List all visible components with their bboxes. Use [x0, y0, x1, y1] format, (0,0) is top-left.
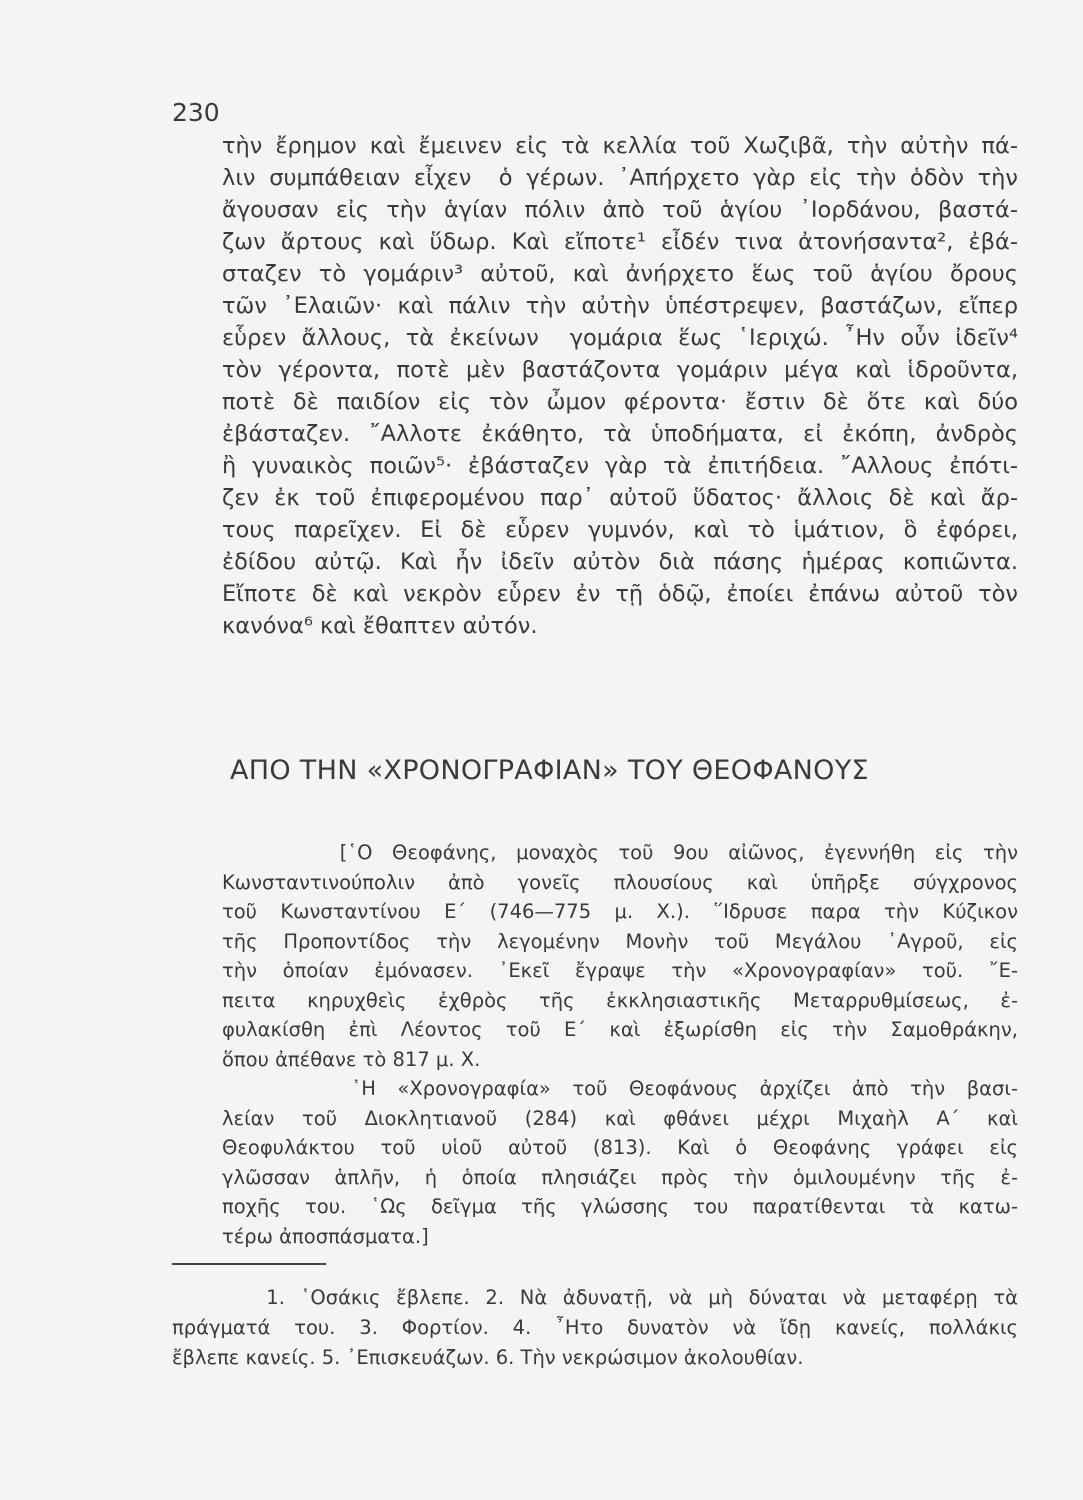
text-line: σταζεν τὸ γομάριν³ αὐτοῦ, καὶ ἀνήρχετο ἕως τοῦ ἁγίου ὄρους: [222, 261, 1018, 287]
text-line: λιν συμπάθειαν εἶχεν ὁ γέρων. ᾿Απήρχετο γὰρ εἰς τὴν ὁδὸν τὴν: [222, 165, 1018, 191]
footnote-divider: [172, 1263, 326, 1265]
footnote-line: ἔβλεπε κανείς. 5. ᾿Επισκευάζων. 6. Τὴν νεκρώσιμον ἀκολουθίαν.: [172, 1346, 804, 1369]
text-line: ἄγουσαν εἰς τὴν ἁγίαν πόλιν ἀπὸ τοῦ ἁγίου ᾿Ιορδάνου, βαστά-: [222, 197, 1018, 223]
text-line: τὴν ἔρημον καὶ ἔμεινεν εἰς τὰ κελλία τοῦ Χωζιβᾶ, τὴν αὐτὴν πά-: [222, 133, 1018, 159]
footnote-line: πράγματά του. 3. Φορτίον. 4. ῏Ητο δυνατὸν νὰ ἴδῃ κανείς, πολλάκις: [172, 1316, 1018, 1339]
intro-line: φυλακίσθη ἐπὶ Λέοντος τοῦ Ε΄ καὶ ἐξωρίσθη εἰς τὴν Σαμοθράκην,: [222, 1018, 1018, 1041]
footnote-line: 1. ῾Οσάκις ἔβλεπε. 2. Νὰ ἀδυνατῇ, νὰ μὴ δύναται νὰ μεταφέρῃ τὰ: [172, 1286, 1018, 1309]
text-line: ἢ γυναικὸς ποιῶν⁵· ἐβάσταζεν γὰρ τὰ ἐπιτήδεια. ῎Αλλους ἐπότι-: [222, 453, 1018, 479]
text-line: τὸν γέροντα, ποτὲ μὲν βαστάζοντα γομάριν μέγα καὶ ἱδροῦντα,: [222, 357, 1018, 383]
intro-line: Θεοφυλάκτου τοῦ υἱοῦ αὐτοῦ (813). Καὶ ὁ Θεοφάνης γράφει εἰς: [222, 1136, 1018, 1159]
page-number: 230: [172, 98, 220, 127]
intro-line: πειτα κηρυχθεὶς ἐχθρὸς τῆς ἐκκλησιαστικῆς Μεταρρυθμίσεως, ἐ-: [222, 988, 1018, 1012]
section-heading: ΑΠΟ ΤΗΝ «ΧΡΟΝΟΓΡΑΦΙΑΝ» ΤΟΥ ΘΕΟΦΑΝΟΥΣ: [230, 755, 869, 786]
intro-line: Κωνσταντινούπολιν ἀπὸ γονεῖς πλουσίους καὶ ὑπῆρξε σύγχρονος: [222, 870, 1018, 894]
intro-line: τέρω ἀποσπάσματα.]: [222, 1224, 429, 1248]
intro-line: ῾Η «Χρονογραφία» τοῦ Θεοφάνους ἀρχίζει ἀπὸ τὴν βασι-: [222, 1077, 1018, 1100]
intro-line: τοῦ Κωνσταντίνου Ε΄ (746—775 μ. Χ.). ῞Ιδρυσε παρα τὴν Κύζικον: [222, 900, 1018, 923]
intro-line: τὴν ὁποίαν ἐμόνασεν. ᾿Εκεῖ ἔγραψε τὴν «Χρονογραφίαν» τοῦ. ῎Ε-: [222, 959, 1018, 982]
text-line: ἐβάσταζεν. ῎Αλλοτε ἐκάθητο, τὰ ὑποδήματα, εἰ ἐκόπη, ἀνδρὸς: [222, 421, 1018, 447]
text-line: ἐδίδου αὐτῷ. Καὶ ἦν ἰδεῖν αὐτὸν διὰ πάσης ἡμέρας κοπιῶντα.: [222, 549, 1018, 575]
intro-line: [῾Ο Θεοφάνης, μοναχὸς τοῦ 9ου αἰῶνος, ἐγεννήθη εἰς τὴν: [222, 841, 1018, 864]
text-line: τῶν ᾿Ελαιῶν· καὶ πάλιν τὴν αὐτὴν ὑπέστρεψεν, βαστάζων, εἴπερ: [222, 293, 1018, 319]
text-line: εὗρεν ἄλλους, τὰ ἐκείνων γομάρια ἕως ῾Ιεριχώ. ῏Ην οὖν ἰδεῖν⁴: [222, 325, 1018, 351]
intro-line: ποχῆς του. ῾Ως δεῖγμα τῆς γλώσσης του παρατίθενται τὰ κατω-: [222, 1195, 1018, 1218]
text-line: ζων ἄρτους καὶ ὕδωρ. Καὶ εἴποτε¹ εἶδέν τινα ἀτονήσαντα², ἐβά-: [222, 229, 1018, 255]
text-line: ζεν ἐκ τοῦ ἐπιφερομένου παρ᾿ αὐτοῦ ὕδατος· ἄλλοις δὲ καὶ ἄρ-: [222, 485, 1018, 511]
main-text: [222, 130, 1018, 642]
text-line: κανόνα⁶ καὶ ἔθαπτεν αὐτόν.: [222, 613, 538, 639]
intro-line: γλῶσσαν ἁπλῆν, ἡ ὁποία πλησιάζει πρὸς τὴν ὁμιλουμένην τῆς ἐ-: [222, 1165, 1018, 1189]
intro-line: ὅπου ἀπέθανε τὸ 817 μ. Χ.: [222, 1047, 481, 1071]
text-line: τους παρεῖχεν. Εἰ δὲ εὗρεν γυμνόν, καὶ τὸ ἱμάτιον, ὃ ἐφόρει,: [222, 517, 1018, 543]
intro-line: λείαν τοῦ Διοκλητιανοῦ (284) καὶ φθάνει μέχρι Μιχαὴλ Α΄ καὶ: [222, 1106, 1018, 1130]
intro-line: τῆς Προποντίδος τὴν λεγομένην Μονὴν τοῦ Μεγάλου ᾿Αγροῦ, εἰς: [222, 929, 1018, 953]
intro-paragraph: [222, 838, 1018, 1251]
text-line: ποτὲ δὲ παιδίον εἰς τὸν ὦμον φέροντα· ἔστιν δὲ ὅτε καὶ δύο: [222, 389, 1018, 415]
text-line: Εἴποτε δὲ καὶ νεκρὸν εὗρεν ἐν τῇ ὁδῷ, ἐποίει ἐπάνω αὐτοῦ τὸν: [222, 581, 1018, 607]
footnotes: [172, 1283, 1018, 1373]
